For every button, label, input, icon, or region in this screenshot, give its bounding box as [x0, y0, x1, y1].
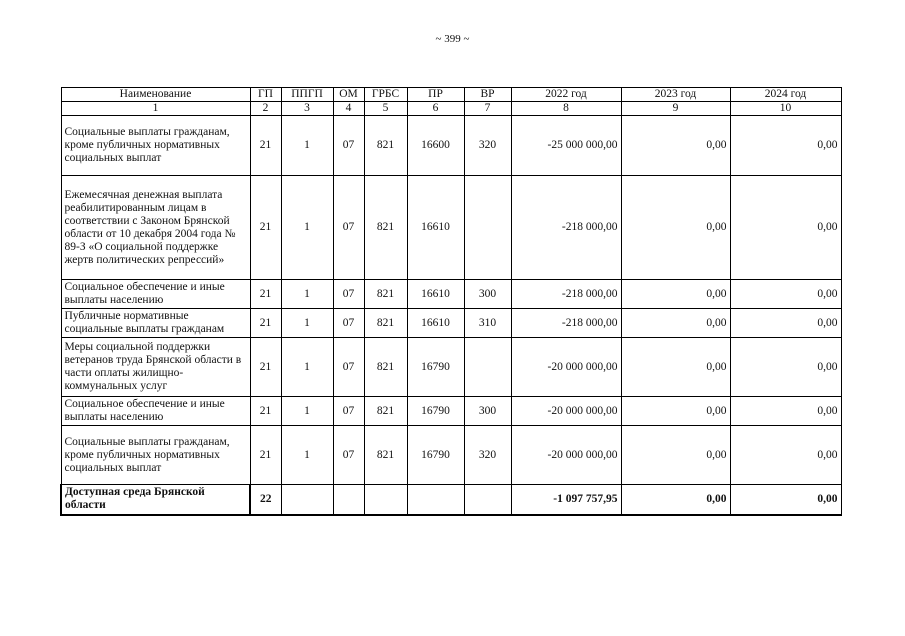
row-name-cell: Доступная среда Брянской области — [61, 485, 250, 515]
amount-2024-cell: 0,00 — [730, 338, 841, 397]
amount-2022-cell: -20 000 000,00 — [511, 426, 621, 485]
amount-2024-cell: 0,00 — [730, 426, 841, 485]
grbs-cell — [364, 485, 407, 515]
amount-2023-cell: 0,00 — [621, 176, 730, 280]
amount-2022-cell: -20 000 000,00 — [511, 397, 621, 426]
table-row — [61, 309, 841, 338]
column-header: Наименование — [61, 88, 250, 102]
table-row — [61, 485, 841, 515]
grbs-cell: 821 — [364, 280, 407, 309]
ppgp-cell: 1 — [281, 116, 333, 176]
amount-2022-cell: -20 000 000,00 — [511, 338, 621, 397]
column-header: 2022 год — [511, 88, 621, 102]
column-number: 3 — [281, 102, 333, 116]
table-row — [61, 338, 841, 397]
table-row — [61, 397, 841, 426]
amount-2024-cell: 0,00 — [730, 116, 841, 176]
amount-2024-cell: 0,00 — [730, 397, 841, 426]
row-name-cell: Социальное обеспечение и иные выплаты населению — [61, 280, 250, 309]
column-number: 9 — [621, 102, 730, 116]
gp-cell: 21 — [250, 426, 281, 485]
amount-2023-cell: 0,00 — [621, 280, 730, 309]
pr-cell: 16790 — [407, 426, 464, 485]
om-cell: 07 — [333, 426, 364, 485]
column-number: 10 — [730, 102, 841, 116]
row-name-cell: Социальные выплаты гражданам, кроме публичных нормативных социальных выплат — [61, 116, 250, 176]
pr-cell: 16790 — [407, 338, 464, 397]
pr-cell: 16790 — [407, 397, 464, 426]
amount-2022-cell: -1 097 757,95 — [511, 485, 621, 515]
om-cell: 07 — [333, 116, 364, 176]
column-header: ПР — [407, 88, 464, 102]
column-header: ОМ — [333, 88, 364, 102]
amount-2023-cell: 0,00 — [621, 116, 730, 176]
column-number: 7 — [464, 102, 511, 116]
column-number: 5 — [364, 102, 407, 116]
grbs-cell: 821 — [364, 397, 407, 426]
amount-2023-cell: 0,00 — [621, 426, 730, 485]
column-number: 6 — [407, 102, 464, 116]
vr-cell: 310 — [464, 309, 511, 338]
amount-2023-cell: 0,00 — [621, 338, 730, 397]
column-header: ВР — [464, 88, 511, 102]
amount-2024-cell: 0,00 — [730, 176, 841, 280]
amount-2022-cell: -218 000,00 — [511, 309, 621, 338]
pr-cell — [407, 485, 464, 515]
amount-2022-cell: -218 000,00 — [511, 280, 621, 309]
gp-cell: 21 — [250, 397, 281, 426]
table-row — [61, 426, 841, 485]
om-cell: 07 — [333, 309, 364, 338]
row-name-cell: Социальные выплаты гражданам, кроме публичных нормативных социальных выплат — [61, 426, 250, 485]
column-number: 8 — [511, 102, 621, 116]
grbs-cell: 821 — [364, 176, 407, 280]
gp-cell: 21 — [250, 309, 281, 338]
vr-cell: 300 — [464, 397, 511, 426]
vr-cell: 300 — [464, 280, 511, 309]
amount-2022-cell: -218 000,00 — [511, 176, 621, 280]
table-row — [61, 176, 841, 280]
amount-2023-cell: 0,00 — [621, 397, 730, 426]
amount-2022-cell: -25 000 000,00 — [511, 116, 621, 176]
amount-2024-cell: 0,00 — [730, 309, 841, 338]
row-name-cell: Социальное обеспечение и иные выплаты населению — [61, 397, 250, 426]
budget-table — [60, 87, 842, 516]
om-cell: 07 — [333, 338, 364, 397]
column-number: 1 — [61, 102, 250, 116]
pr-cell: 16610 — [407, 280, 464, 309]
gp-cell: 21 — [250, 280, 281, 309]
row-name-cell: Публичные нормативные социальные выплаты гражданам — [61, 309, 250, 338]
ppgp-cell: 1 — [281, 397, 333, 426]
header-row — [61, 88, 841, 102]
amount-2024-cell: 0,00 — [730, 280, 841, 309]
amount-2024-cell: 0,00 — [730, 485, 841, 515]
amount-2023-cell: 0,00 — [621, 309, 730, 338]
grbs-cell: 821 — [364, 426, 407, 485]
column-header: 2023 год — [621, 88, 730, 102]
column-header: ППГП — [281, 88, 333, 102]
column-header: 2024 год — [730, 88, 841, 102]
pr-cell: 16610 — [407, 309, 464, 338]
vr-cell: 320 — [464, 116, 511, 176]
row-name-cell: Меры социальной поддержки ветеранов труда Брянской области в части оплаты жилищно-коммунальных услуг — [61, 338, 250, 397]
row-name-cell: Ежемесячная денежная выплата реабилитированным лицам в соответствии с Законом Брянской области от 10 декабря 2004 года № 89-З «О социальной поддержке жертв политических репрессий» — [61, 176, 250, 280]
gp-cell: 21 — [250, 338, 281, 397]
om-cell: 07 — [333, 397, 364, 426]
grbs-cell: 821 — [364, 338, 407, 397]
page-number: ~ 399 ~ — [435, 33, 470, 45]
ppgp-cell: 1 — [281, 176, 333, 280]
vr-cell — [464, 485, 511, 515]
ppgp-cell — [281, 485, 333, 515]
ppgp-cell: 1 — [281, 309, 333, 338]
column-number: 2 — [250, 102, 281, 116]
table-row — [61, 116, 841, 176]
ppgp-cell: 1 — [281, 280, 333, 309]
grbs-cell: 821 — [364, 309, 407, 338]
ppgp-cell: 1 — [281, 338, 333, 397]
grbs-cell: 821 — [364, 116, 407, 176]
column-number: 4 — [333, 102, 364, 116]
pr-cell: 16610 — [407, 176, 464, 280]
ppgp-cell: 1 — [281, 426, 333, 485]
gp-cell: 21 — [250, 176, 281, 280]
column-header: ГП — [250, 88, 281, 102]
pr-cell: 16600 — [407, 116, 464, 176]
om-cell: 07 — [333, 176, 364, 280]
vr-cell — [464, 338, 511, 397]
amount-2023-cell: 0,00 — [621, 485, 730, 515]
vr-cell: 320 — [464, 426, 511, 485]
table-row — [61, 280, 841, 309]
om-cell — [333, 485, 364, 515]
om-cell: 07 — [333, 280, 364, 309]
gp-cell: 21 — [250, 116, 281, 176]
column-number-row — [61, 102, 841, 116]
vr-cell — [464, 176, 511, 280]
gp-cell: 22 — [250, 485, 281, 515]
column-header: ГРБС — [364, 88, 407, 102]
